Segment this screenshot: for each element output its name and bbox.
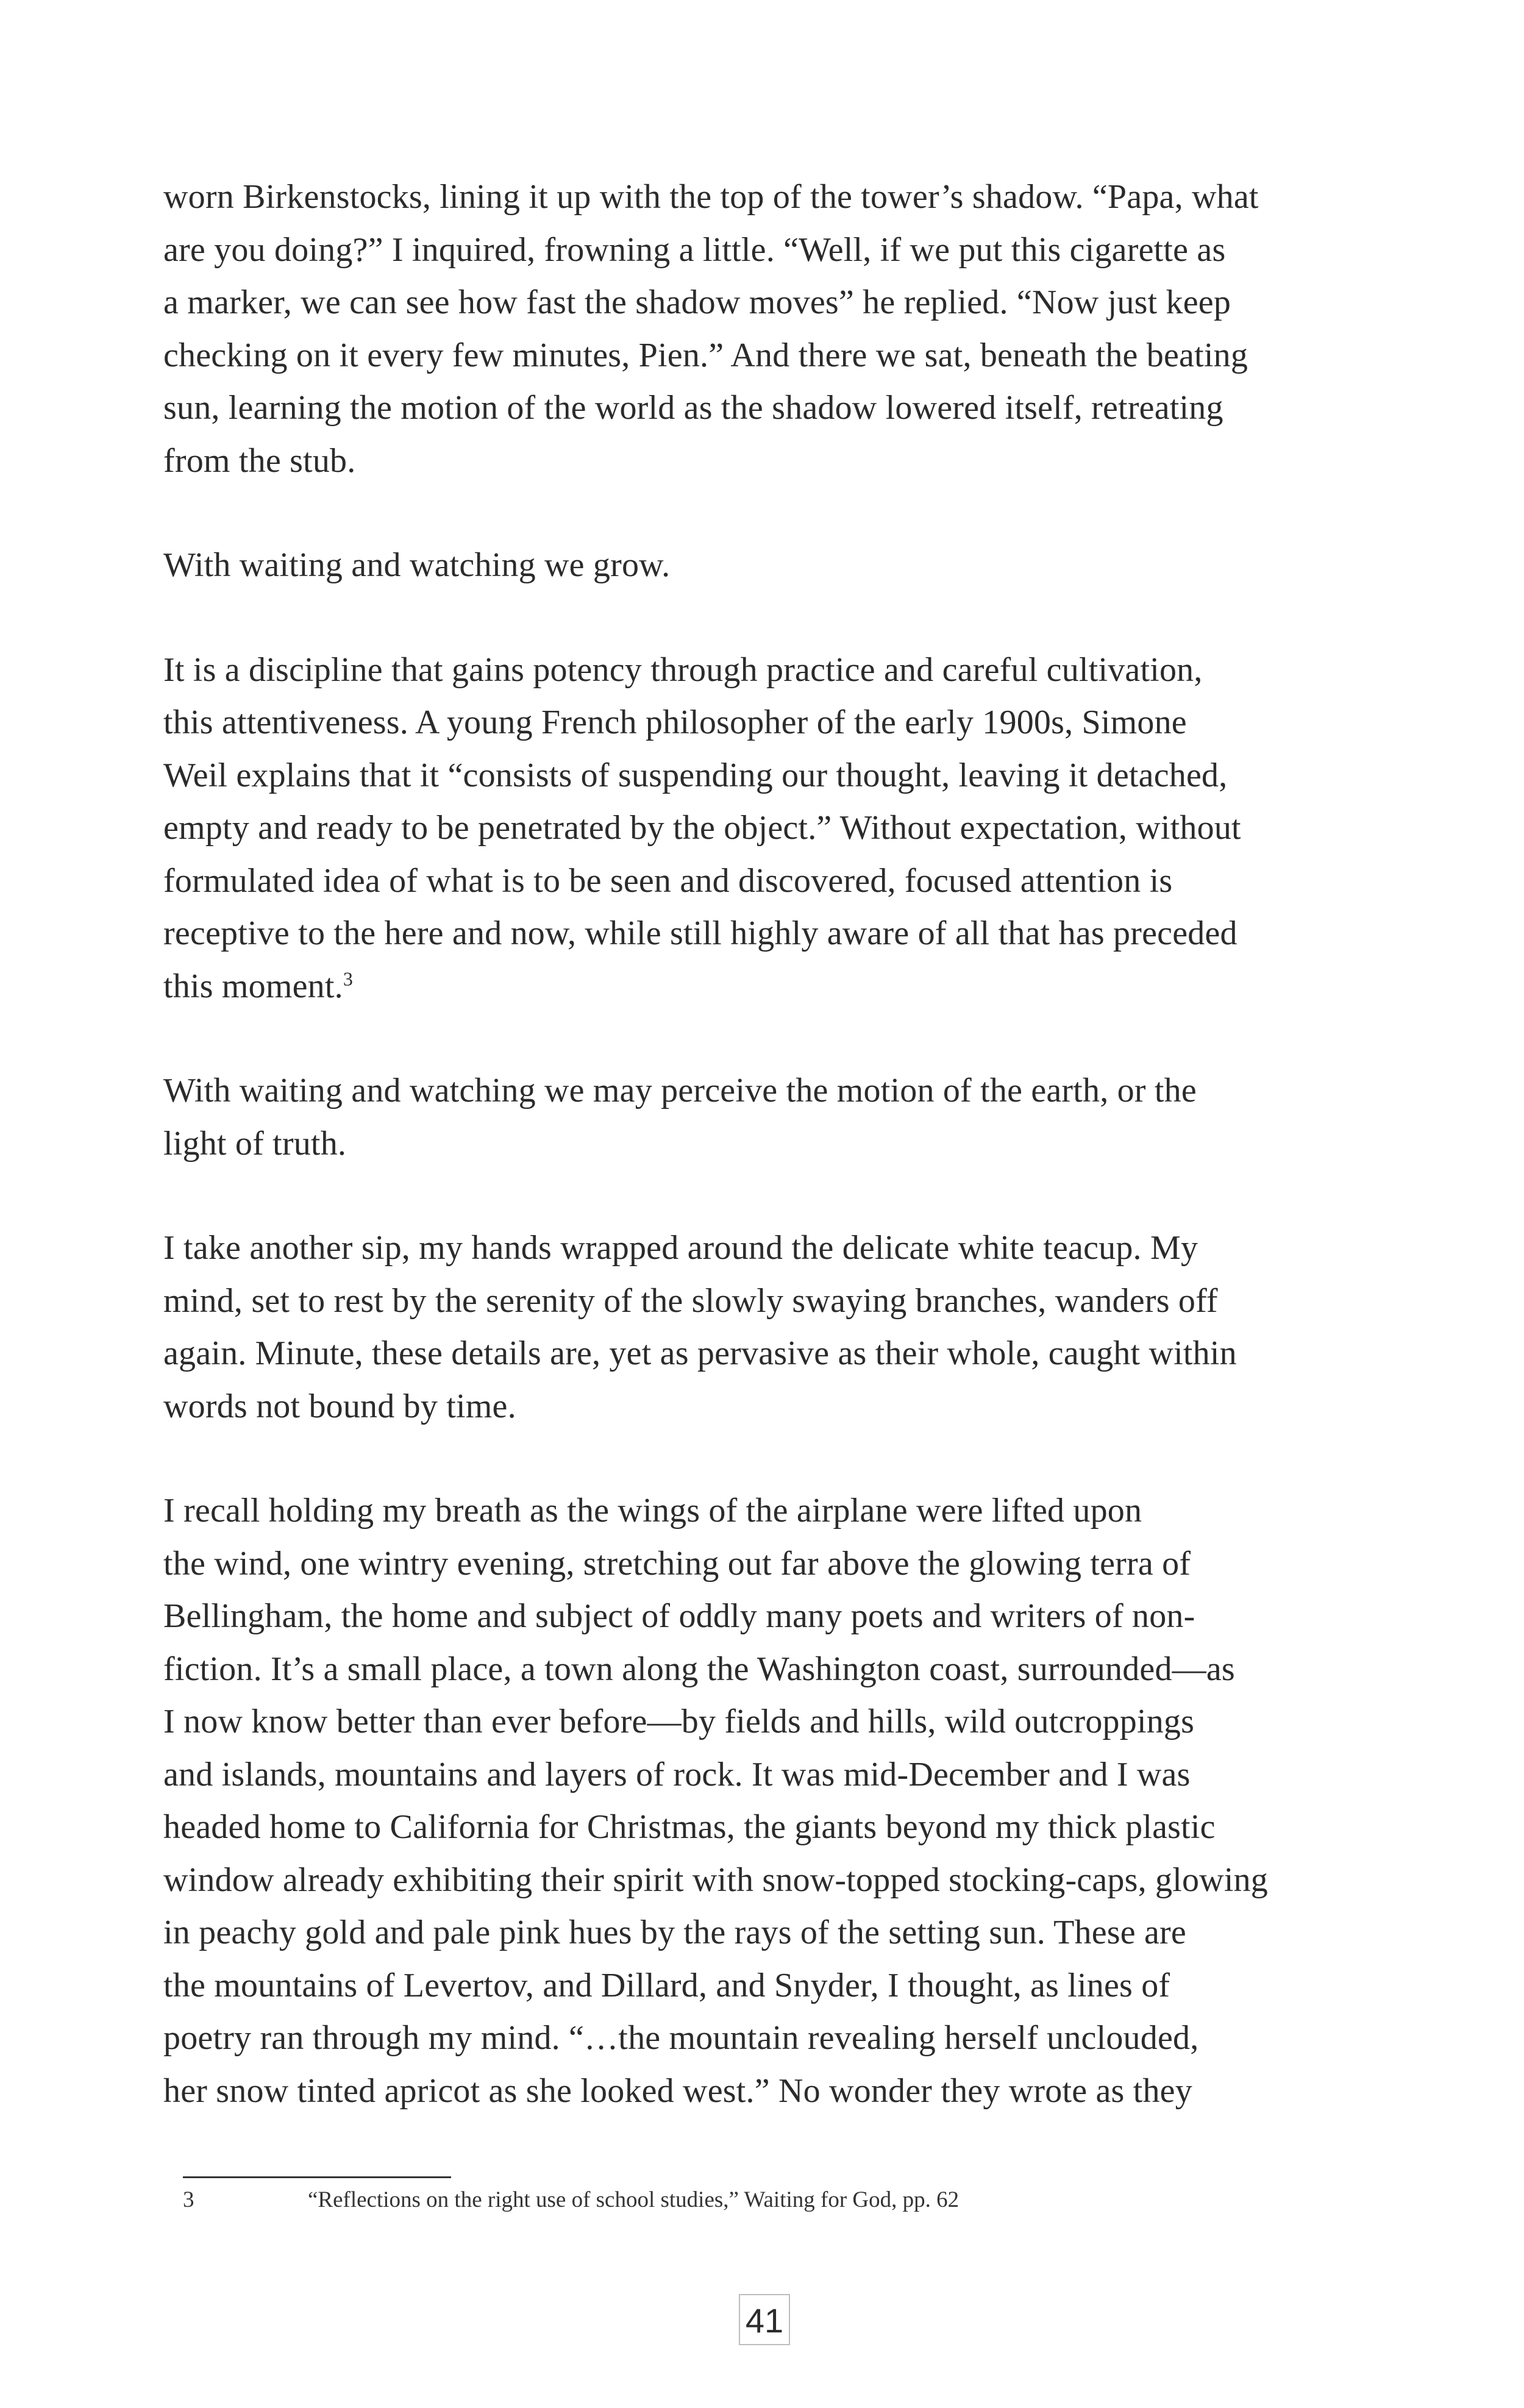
text-line: It is a discipline that gains potency through practice and careful cultivation, [163, 650, 1203, 689]
paragraph-4 [163, 1064, 1370, 1170]
page-number: 41 [739, 2294, 790, 2345]
text-line: the wind, one wintry evening, stretching out far above the glowing terra of [163, 1544, 1191, 1583]
text-line: in peachy gold and pale pink hues by the rays of the setting sun. These are [163, 1914, 1186, 1951]
text-line [163, 960, 1370, 1013]
text-line: words not bound by time. [163, 1387, 516, 1425]
paragraph-3 [163, 644, 1370, 1013]
text-line: from the stub. [163, 441, 356, 480]
footnote-reference: 3 [343, 967, 354, 989]
text-line: With waiting and watching we may perceive the motion of the earth, or the [163, 1072, 1197, 1110]
footnote-divider [183, 2176, 451, 2178]
text-line: are you doing?” I inquired, frowning a little. “Well, if we put this cigarette as [163, 230, 1226, 269]
text-line: empty and ready to be penetrated by the object.” Without expectation, without [163, 809, 1241, 847]
paragraph-5 [163, 1222, 1370, 1433]
text-line: fiction. It’s a small place, a town along the Washington coast, surrounded—as [163, 1650, 1235, 1688]
paragraph-2 [163, 539, 1370, 592]
text-line: With waiting and watching we grow. [163, 546, 671, 584]
text-line: worn Birkenstocks, lining it up with the top of the tower’s shadow. “Papa, what [163, 178, 1259, 216]
text-line: Bellingham, the home and subject of oddly many poets and writers of non- [163, 1597, 1195, 1635]
text-line-content: this moment. [163, 967, 343, 1005]
text-line: poetry ran through my mind. “…the mountain revealing herself unclouded, [163, 2019, 1199, 2057]
text-line: Weil explains that it “consists of suspending our thought, leaving it detached, [163, 756, 1228, 794]
text-line: receptive to the here and now, while still highly aware of all that has preceded [163, 914, 1237, 952]
footnote [183, 2185, 1341, 2215]
text-line: I recall holding my breath as the wings of the airplane were lifted upon [163, 1492, 1142, 1530]
text-line: her snow tinted apricot as she looked west.” No wonder they wrote as they [163, 2071, 1192, 2110]
text-line: and islands, mountains and layers of rock. It was mid-December and I was [163, 1755, 1191, 1794]
text-line: light of truth. [163, 1124, 347, 1163]
text-line: a marker, we can see how fast the shadow moves” he replied. “Now just keep [163, 283, 1231, 321]
paragraph-1 [163, 171, 1370, 487]
text-line: sun, learning the motion of the world as the shadow lowered itself, retreating [163, 389, 1223, 427]
footnote-number: 3 [183, 2187, 194, 2212]
text-line: mind, set to rest by the serenity of the slowly swaying branches, wanders off [163, 1281, 1218, 1320]
text-line: I now know better than ever before—by fields and hills, wild outcroppings [163, 1703, 1195, 1740]
text-line: I take another sip, my hands wrapped around the delicate white teacup. My [163, 1229, 1198, 1267]
text-line: again. Minute, these details are, yet as pervasive as their whole, caught within [163, 1334, 1237, 1372]
text-line: headed home to California for Christmas, the giants beyond my thick plastic [163, 1808, 1216, 1846]
text-line: checking on it every few minutes, Pien.” And there we sat, beneath the beating [163, 336, 1248, 374]
text-line: the mountains of Levertov, and Dillard, and Snyder, I thought, as lines of [163, 1966, 1170, 2004]
text-line: this attentiveness. A young French philosopher of the early 1900s, Simone [163, 704, 1187, 741]
text-line: window already exhibiting their spirit with snow-topped stocking-caps, glowing [163, 1861, 1268, 1899]
text-line: formulated idea of what is to be seen and discovered, focused attention is [163, 861, 1173, 900]
page-body [163, 171, 1370, 2169]
paragraph-6 [163, 1484, 1370, 2117]
footnote-text: “Reflections on the right use of school studies,” Waiting for God, pp. 62 [308, 2187, 960, 2212]
